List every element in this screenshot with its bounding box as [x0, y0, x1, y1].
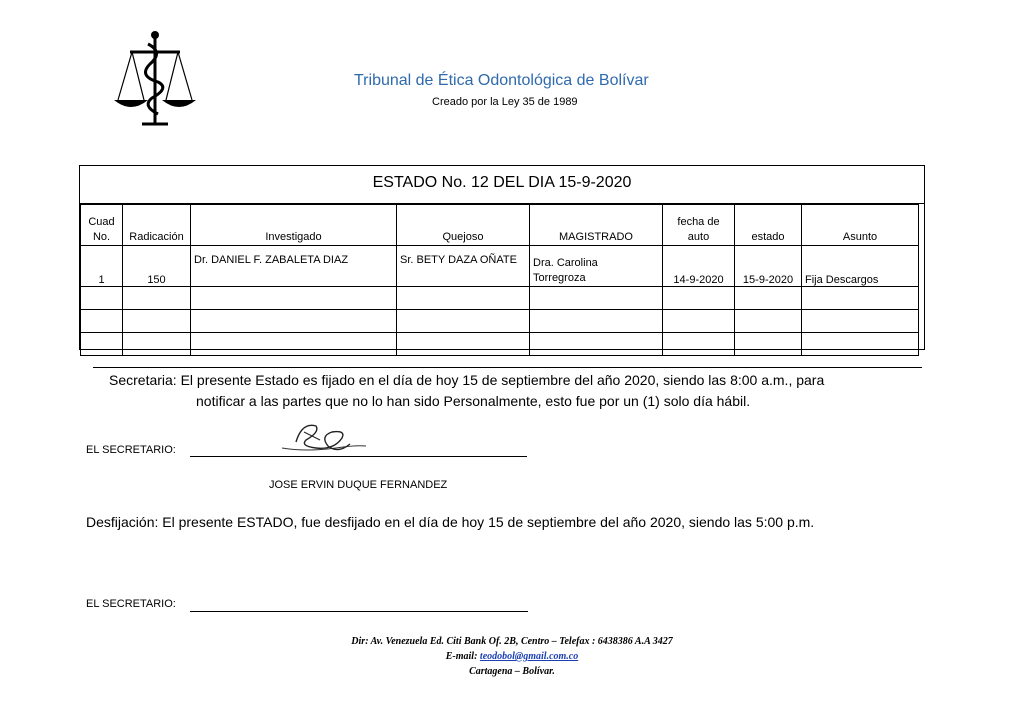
col-header-estado: estado [735, 205, 802, 246]
secretaria-paragraph [109, 370, 909, 412]
table-row [81, 246, 919, 287]
secretaria-line1: Secretaria: El presente Estado es fijado en el día de hoy 15 de septiembre del año 2020, siendo las 8:00 a.m., para [109, 372, 825, 388]
col-header-asunto: Asunto [802, 205, 919, 246]
footer-city: Cartagena – Bolívar. [469, 666, 555, 677]
footer-email [0, 651, 1024, 662]
estado-table [80, 204, 919, 356]
col-header-radicacion: Radicación [123, 205, 191, 246]
col-header-fecha-auto: fecha de auto [663, 205, 735, 246]
cell-quejoso: Sr. BETY DAZA OÑATE [397, 246, 530, 287]
cell-magistrado: Dra. Carolina Torregroza [530, 246, 663, 287]
table-row-empty [81, 310, 919, 333]
institution-name: Tribunal de Ética Odontológica de Bolívar [354, 72, 649, 89]
section-divider [93, 367, 922, 368]
col-header-magistrado: MAGISTRADO [530, 205, 663, 246]
cell-asunto: Fija Descargos [802, 246, 919, 287]
table-header-row [81, 205, 919, 246]
handwritten-signature [276, 418, 376, 458]
desfijacion-paragraph: Desfijación: El presente ESTADO, fue desfijado en el día de hoy 15 de septiembre del año 2020, siendo las 5:00 p.m. [86, 514, 815, 530]
table-row-empty [81, 287, 919, 310]
signature-line-1 [190, 456, 527, 457]
table-row-empty [81, 333, 919, 356]
col-header-cuad: Cuad No. [81, 205, 123, 246]
footer-email-link[interactable]: teodobol@gmail.com.co [479, 651, 579, 662]
secretaria-line2: notificar a las partes que no lo han sido Personalmente, esto fue por un (1) solo día hábil. [196, 393, 751, 409]
secretario-label-1: EL SECRETARIO: [86, 444, 176, 456]
footer-email-label: E-mail: [445, 651, 480, 662]
estado-title: ESTADO No. 12 DEL DIA 15-9-2020 [80, 166, 924, 204]
cell-estado: 15-9-2020 [735, 246, 802, 287]
institution-subtitle: Creado por la Ley 35 de 1989 [432, 96, 578, 108]
secretario-label-2: EL SECRETARIO: [86, 598, 176, 610]
cell-radicacion: 150 [123, 246, 191, 287]
col-header-quejoso: Quejoso [397, 205, 530, 246]
cell-cuad: 1 [81, 246, 123, 287]
estado-table-box [79, 165, 925, 350]
scales-of-justice-logo-icon [112, 26, 198, 128]
cell-investigado: Dr. DANIEL F. ZABALETA DIAZ [191, 246, 397, 287]
footer-address: Dir: Av. Venezuela Ed. Citi Bank Of. 2B, Centro – Telefax : 6438386 A.A 3427 [351, 636, 673, 647]
signature-line-2 [190, 611, 528, 612]
col-header-investigado: Investigado [191, 205, 397, 246]
secretario-name: JOSE ERVIN DUQUE FERNANDEZ [269, 479, 448, 491]
cell-fecha-auto: 14-9-2020 [663, 246, 735, 287]
